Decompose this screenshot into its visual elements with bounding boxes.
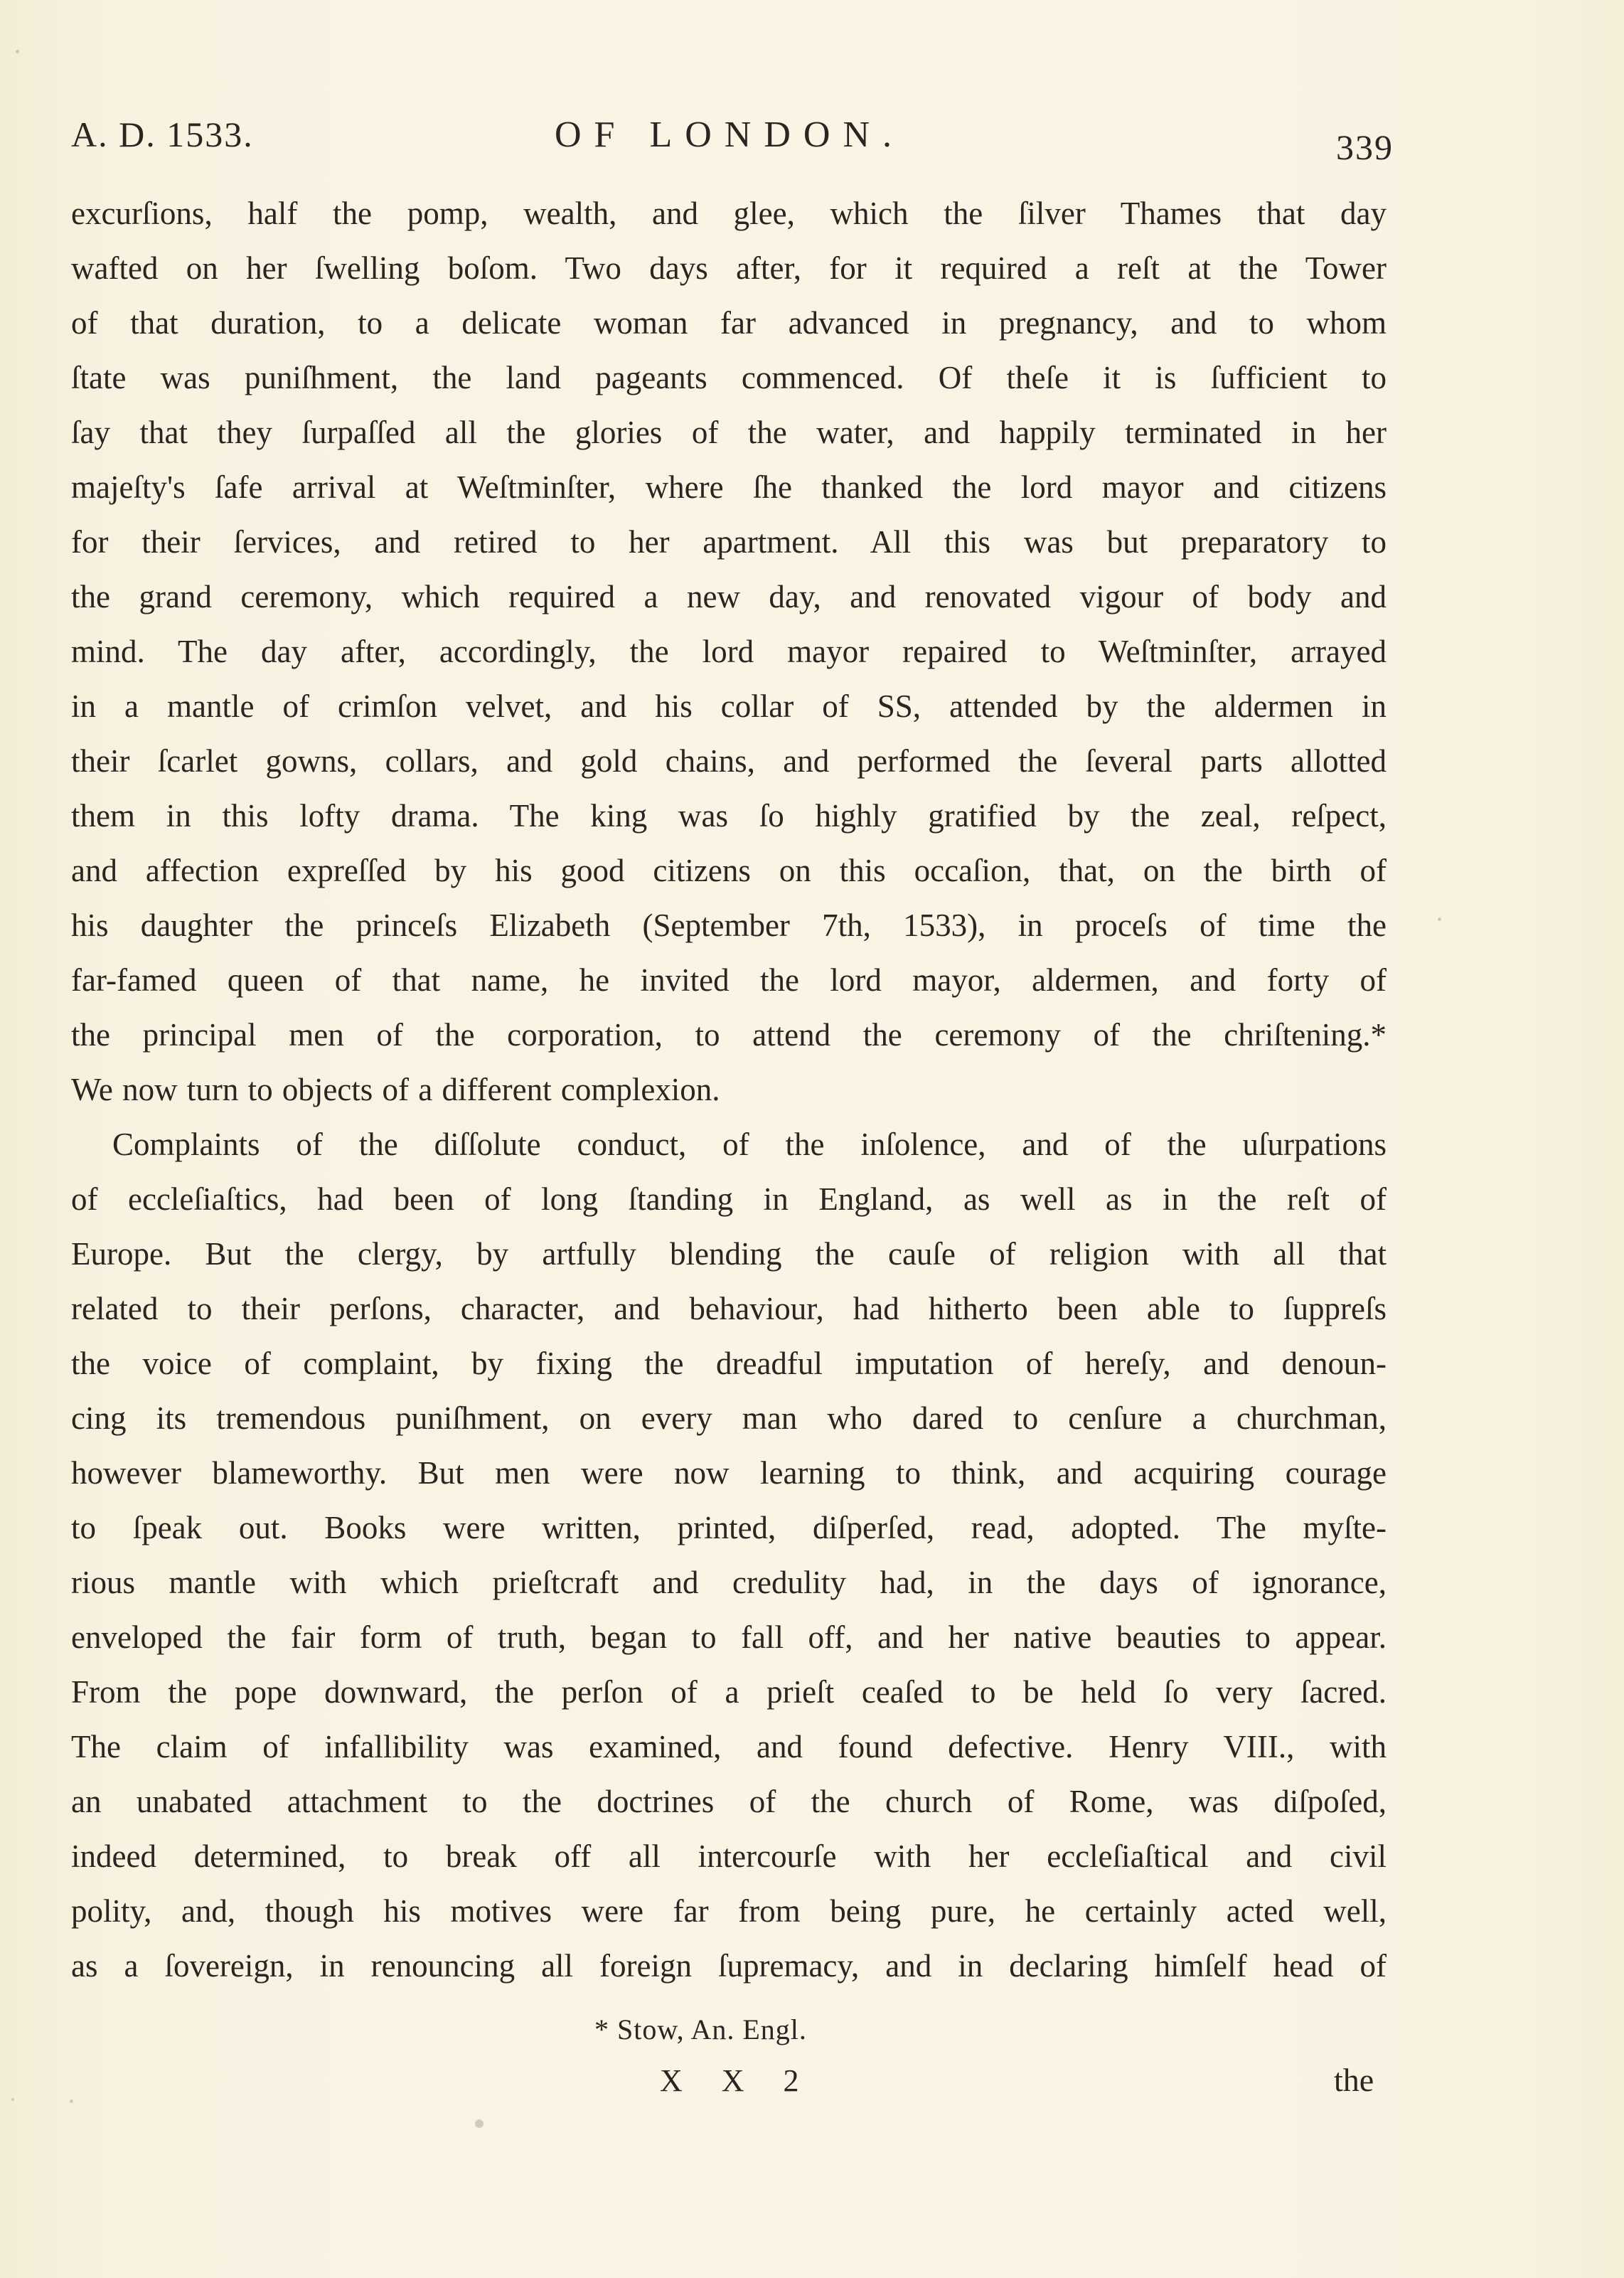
text-line: as a ſovereign, in renouncing all foreign ſupremacy, and in declaring himſelf head of — [71, 1948, 1387, 1984]
catchword: the — [1334, 2062, 1374, 2098]
text-line: of eccleſiaſtics, had been of long ſtanding in England, as well as in the reſt of — [71, 1181, 1387, 1217]
text-line: for their ſervices, and retired to her apartment. All this was but preparatory to — [71, 524, 1387, 560]
text-line: far-famed queen of that name, he invited the lord mayor, aldermen, and forty of — [71, 962, 1387, 998]
text-line: of that duration, to a delicate woman far advanced in pregnancy, and to whom — [71, 305, 1387, 341]
body-text — [71, 186, 1387, 1994]
paper-speck — [11, 2098, 14, 2101]
paper-speck — [475, 2119, 484, 2128]
paper-speck — [70, 2099, 73, 2103]
text-line: Europe. But the clergy, by artfully blending the cauſe of religion with all that — [71, 1236, 1387, 1272]
text-line: ſay that they ſurpaſſed all the glories of the water, and happily terminated in her — [71, 415, 1387, 450]
text-line: excurſions, half the pomp, wealth, and glee, which the ſilver Thames that day — [71, 196, 1387, 231]
text-line: enveloped the fair form of truth, began to fall off, and her native beauties to appear. — [71, 1619, 1387, 1655]
text-line: in a mantle of crimſon velvet, and his collar of SS, attended by the aldermen in — [71, 688, 1387, 724]
running-header — [71, 114, 1394, 171]
signature-mark: X X 2 — [660, 2063, 815, 2098]
text-line: ſtate was puniſhment, the land pageants commenced. Of theſe it is ſufficient to — [71, 360, 1387, 395]
paragraph-start-line: Complaints of the diſſolute conduct, of the inſolence, and of the uſurpations — [112, 1127, 1387, 1162]
text-line: his daughter the princeſs Elizabeth (September 7th, 1533), in proceſs of time the — [71, 908, 1387, 943]
page-number: 339 — [1336, 127, 1394, 167]
paragraph-end-line: We now turn to objects of a different complexion. — [71, 1072, 720, 1107]
text-line: rious mantle with which prieſtcraft and credulity had, in the days of ignorance, — [71, 1565, 1387, 1600]
text-line: related to their perſons, character, and behaviour, had hitherto been able to ſuppreſs — [71, 1291, 1387, 1326]
text-line: majeſty's ſafe arrival at Weſtminſter, where ſhe thanked the lord mayor and citizens — [71, 469, 1387, 505]
header-title: OF LONDON. — [555, 115, 904, 155]
text-line: polity, and, though his motives were far from being pure, he certainly acted well, — [71, 1893, 1387, 1929]
text-line: an unabated attachment to the doctrines of the church of Rome, was diſpoſed, — [71, 1784, 1387, 1819]
text-line: The claim of infallibility was examined, and found defective. Henry VIII., with — [71, 1729, 1387, 1765]
text-line: mind. The day after, accordingly, the lord mayor repaired to Weſtminſter, arrayed — [71, 634, 1387, 669]
text-line: the grand ceremony, which required a new day, and renovated vigour of body and — [71, 579, 1387, 614]
text-line: cing its tremendous puniſhment, on every man who dared to cenſure a churchman, — [71, 1400, 1387, 1436]
text-line: From the pope downward, the perſon of a prieſt ceaſed to be held ſo very ſacred. — [71, 1674, 1387, 1710]
text-line: the voice of complaint, by fixing the dreadful imputation of hereſy, and denoun- — [71, 1346, 1387, 1381]
footnote: * Stow, An. Engl. — [594, 2013, 807, 2045]
paper-speck — [1438, 917, 1441, 921]
text-line: their ſcarlet gowns, collars, and gold chains, and performed the ſeveral parts allotted — [71, 743, 1387, 779]
text-line: to ſpeak out. Books were written, printed, diſperſed, read, adopted. The myſte- — [71, 1510, 1387, 1545]
text-line: however blameworthy. But men were now learning to think, and acquiring courage — [71, 1455, 1387, 1491]
text-line: them in this lofty drama. The king was ſo highly gratified by the zeal, reſpect, — [71, 798, 1387, 834]
text-line: wafted on her ſwelling boſom. Two days after, for it required a reſt at the Tower — [71, 250, 1387, 286]
text-line: indeed determined, to break off all intercourſe with her eccleſiaſtical and civil — [71, 1838, 1387, 1874]
header-year: A. D. 1533. — [71, 115, 254, 154]
paper-speck — [16, 50, 19, 53]
text-line: the principal men of the corporation, to attend the ceremony of the chriſtening.* — [71, 1017, 1387, 1053]
text-line: and affection expreſſed by his good citizens on this occaſion, that, on the birth of — [71, 853, 1387, 888]
